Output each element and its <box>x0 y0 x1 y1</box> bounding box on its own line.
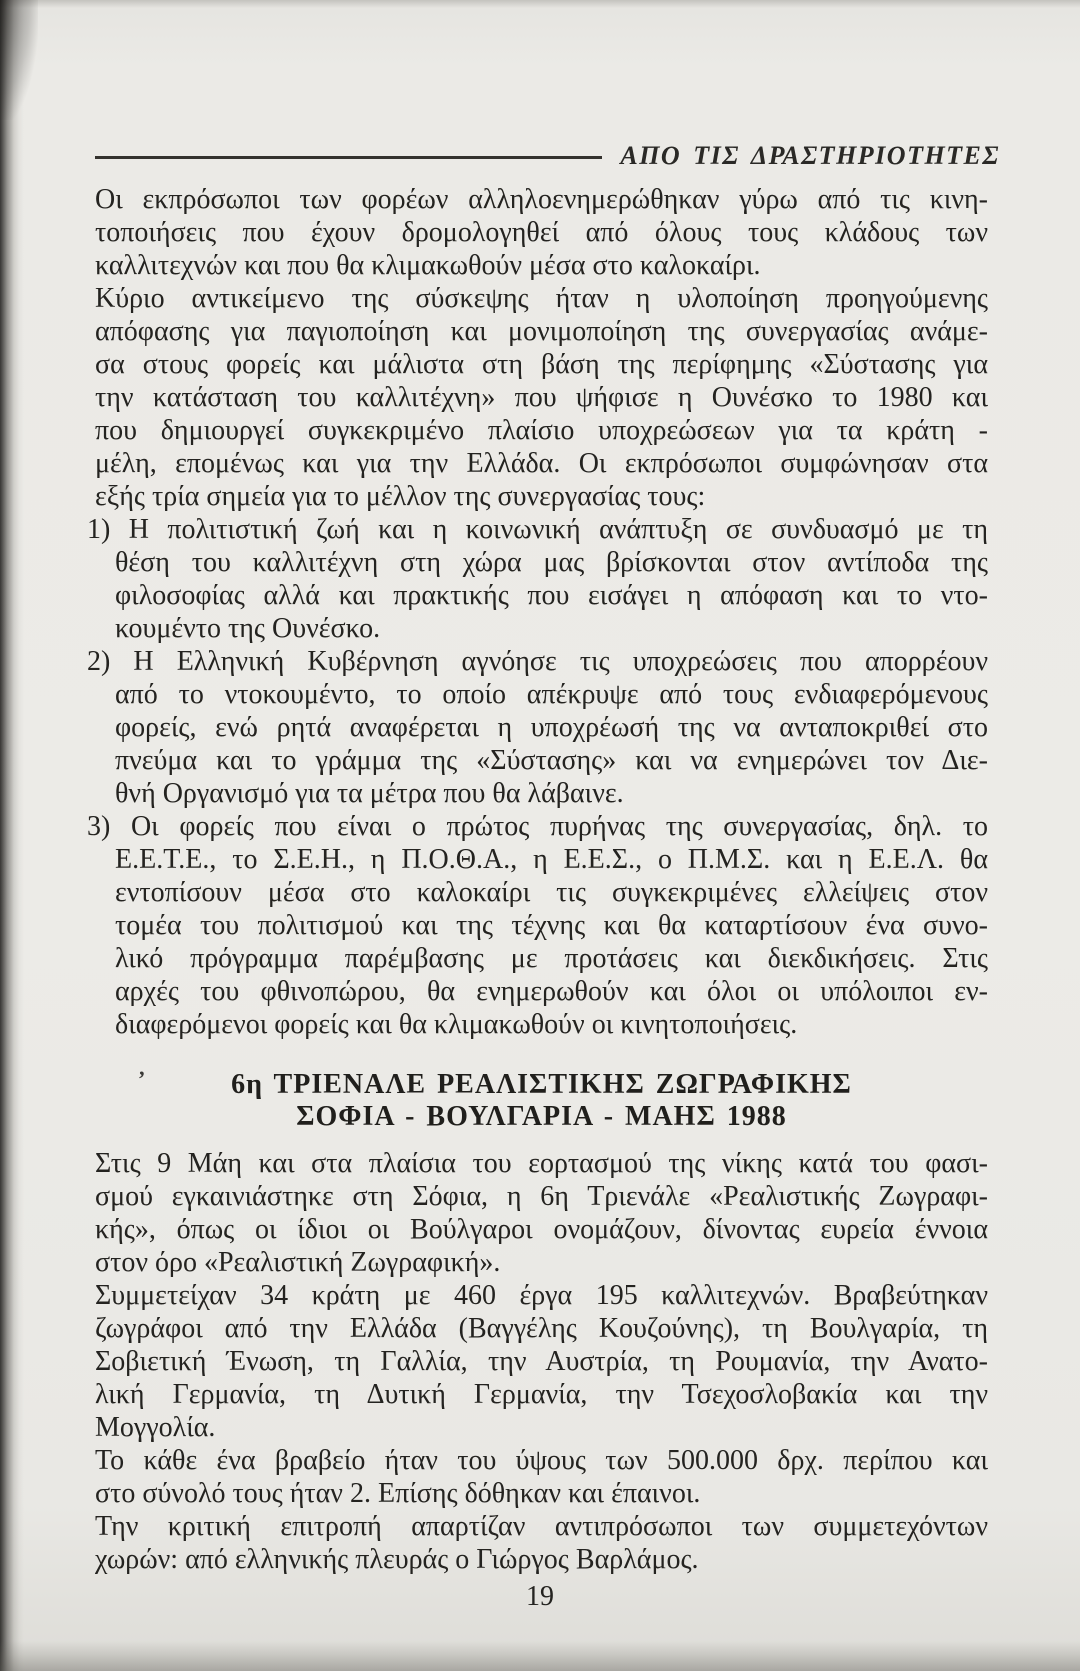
section-heading <box>95 1069 988 1133</box>
running-head-rule <box>95 156 602 159</box>
running-head <box>95 138 1000 174</box>
text-line: θνή Οργανισμό για τα μέτρα που θα λάβαινε. <box>115 778 624 809</box>
paragraph <box>95 1279 988 1444</box>
text-line: 1) Η πολιτιστική ζωή και η κοινωνική ανάπτυξη σε συνδυασμό με τη <box>87 514 988 545</box>
text-line: 6η ΤΡΙΕΝΑΛΕ ΡΕΑΛΙΣΤΙΚΗΣ ΖΩΓΡΑΦΙΚΗΣ <box>231 1069 852 1100</box>
page-top-edge-shadow <box>0 0 1080 8</box>
text-line: φορείς, ενώ ρητά αναφέρεται η υποχρέωσή της να ανταποκριθεί στο <box>115 712 988 743</box>
text-line: τομέα του πολιτισμού και της τέχνης και θα καταρτίσουν ένα συνο- <box>115 910 988 941</box>
text-line: Την κριτική επιτροπή απαρτίζαν αντιπρόσωποι των συμμετεχόντων <box>95 1511 988 1542</box>
text-line: Μογγολία. <box>95 1412 216 1443</box>
text-line: 2) Η Ελληνική Κυβέρνηση αγνόησε τις υποχρεώσεις που απορρέουν <box>87 646 988 677</box>
text-line: ζωγράφοι από την Ελλάδα (Βαγγέλης Κουζούνης), τη Βουλγαρία, τη <box>95 1313 988 1344</box>
page-bottom-edge-shadow <box>0 1641 1080 1671</box>
page-corner-shadow <box>0 0 38 120</box>
list-item <box>87 513 988 645</box>
text-line: απόφασης για παγιοποίηση και μονιμοποίηση της συνεργασίας ανάμε- <box>95 316 988 347</box>
text-column <box>87 183 988 1576</box>
paragraph <box>95 1147 988 1279</box>
text-line: 3) Οι φορείς που είναι ο πρώτος πυρήνας της συνεργασίας, δηλ. το <box>87 811 988 842</box>
text-line: μέλη, επομένως και για την Ελλάδα. Οι εκπρόσωποι συμφώνησαν στα <box>95 448 988 479</box>
stray-print-mark: ’ <box>138 1066 146 1091</box>
text-line: διαφερόμενοι φορείς και θα κλιμακωθούν οι κινητοποιήσεις. <box>115 1009 798 1040</box>
page-left-edge-shadow <box>0 0 24 1671</box>
text-line: σμού εγκαινιάστηκε στη Σόφια, η 6η Τριενάλε «Ρεαλιστικής Ζωγραφι- <box>95 1181 988 1212</box>
text-line: αρχές του φθινοπώρου, θα ενημερωθούν και όλοι οι υπόλοιποι εν- <box>115 976 988 1007</box>
text-line: κής», όπως οι ίδιοι οι Βούλγαροι ονομάζουν, δίνοντας ευρεία έννοια <box>95 1214 988 1245</box>
text-line: εξής τρία σημεία για το μέλλον της συνεργασίας τους: <box>95 481 706 512</box>
paragraph <box>95 1510 988 1576</box>
text-line: λικό πρόγραμμα παρέμβασης με προτάσεις και διεκδικήσεις. Στις <box>115 943 988 974</box>
text-line: που δημιουργεί συγκεκριμένο πλαίσιο υποχρεώσεων για τα κράτη - <box>95 415 988 446</box>
text-line: Οι εκπρόσωποι των φορέων αλληλοενημερώθηκαν γύρω από τις κινη- <box>95 184 988 215</box>
text-line: χωρών: από ελληνικής πλευράς ο Γιώργος Βαρλάμος. <box>95 1544 699 1575</box>
text-line: από το ντοκουμέντο, το οποίο απέκρυψε από τους ενδιαφερόμενους <box>115 679 988 710</box>
text-line: θέση του καλλιτέχνη στη χώρα μας βρίσκονται στον αντίποδα της <box>115 547 988 578</box>
paragraph <box>95 282 988 513</box>
text-line: στο σύνολό τους ήταν 2. Επίσης δόθηκαν και έπαινοι. <box>95 1478 701 1509</box>
text-line: λική Γερμανία, τη Δυτική Γερμανία, την Τσεχοσλοβακία και την <box>95 1379 988 1410</box>
text-line: τοποιήσεις που έχουν δρομολογηθεί από όλους τους κλάδους των <box>95 217 988 248</box>
text-line: πνεύμα και το γράμμα της «Σύστασης» και να ενημερώνει τον Διε- <box>115 745 988 776</box>
text-line: Το κάθε ένα βραβείο ήταν του ύψους των 500.000 δρχ. περίπου και <box>95 1445 988 1476</box>
list-item <box>87 645 988 810</box>
text-line: Στις 9 Μάη και στα πλαίσια του εορτασμού της νίκης κατά του φασι- <box>95 1148 988 1179</box>
text-line: ΣΟΦΙΑ - ΒΟΥΛΓΑΡΙΑ - ΜΑΗΣ 1988 <box>296 1101 787 1132</box>
text-line: Κύριο αντικείμενο της σύσκεψης ήταν η υλοποίηση προηγούμενης <box>95 283 988 314</box>
text-line: Σοβιετική Ένωση, τη Γαλλία, την Αυστρία, τη Ρουμανία, την Ανατο- <box>95 1346 988 1377</box>
text-line: Ε.Ε.Τ.Ε., το Σ.Ε.Η., η Π.Ο.Θ.Α., η Ε.Ε.Σ., ο Π.Μ.Σ. και η Ε.Ε.Λ. θα <box>115 844 988 875</box>
text-line: σα στους φορείς και μάλιστα στη βάση της περίφημης «Σύστασης για <box>95 349 988 380</box>
paragraph <box>95 183 988 282</box>
paragraph <box>95 1444 988 1510</box>
text-line: φιλοσοφίας αλλά και πρακτικής που εισάγει η απόφαση και το ντο- <box>115 580 988 611</box>
text-line: εντοπίσουν μέσα στο καλοκαίρι τις συγκεκριμένες ελλείψεις στον <box>115 877 988 908</box>
text-line: κουμέντο της Ουνέσκο. <box>115 613 381 644</box>
text-line: καλλιτεχνών και που θα κλιμακωθούν μέσα στο καλοκαίρι. <box>95 250 761 281</box>
text-line: Συμμετείχαν 34 κράτη με 460 έργα 195 καλλιτεχνών. Βραβεύτηκαν <box>95 1280 988 1311</box>
text-line: στον όρο «Ρεαλιστική Ζωγραφική». <box>95 1247 501 1278</box>
text-line: την κατάσταση του καλλιτέχνη» που ψήφισε η Ουνέσκο το 1980 και <box>95 382 988 413</box>
page-number: 19 <box>526 1581 554 1612</box>
running-head-title: ΑΠΟ ΤΙΣ ΔΡΑΣΤΗΡΙΟΤΗΤΕΣ <box>620 141 1000 170</box>
list-item <box>87 810 988 1041</box>
